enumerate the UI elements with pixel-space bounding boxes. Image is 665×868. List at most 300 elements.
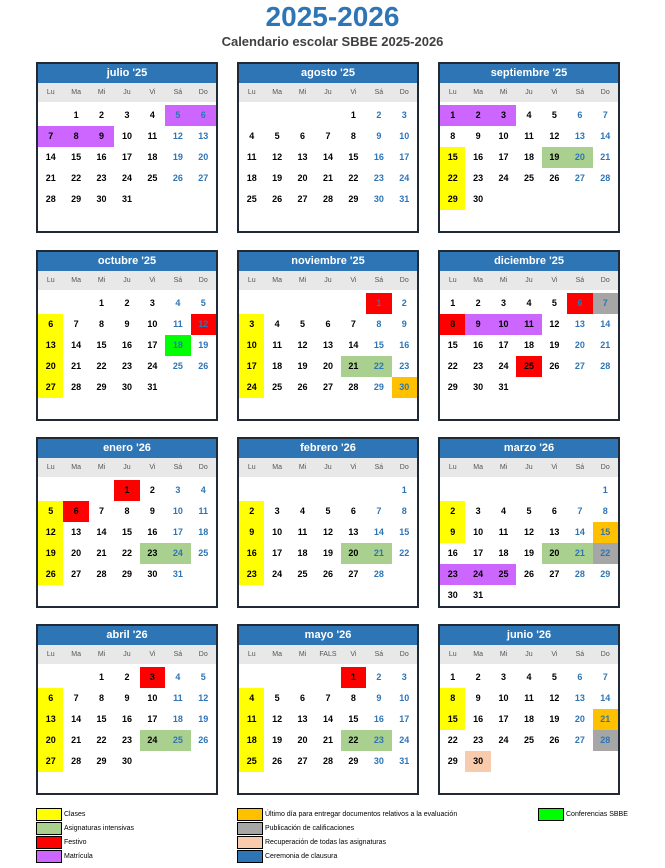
- day-cell[interactable]: 18: [239, 730, 264, 751]
- day-cell[interactable]: 22: [440, 168, 465, 189]
- day-cell[interactable]: 26: [322, 569, 333, 579]
- day-cell[interactable]: 30: [121, 756, 132, 766]
- day-cell[interactable]: 11: [297, 527, 308, 537]
- day-cell[interactable]: 4: [501, 506, 507, 516]
- day-cell[interactable]: 2: [124, 298, 130, 308]
- day-cell[interactable]: 31: [399, 756, 410, 766]
- day-cell[interactable]: 30: [473, 194, 484, 204]
- day-cell[interactable]: 14: [348, 340, 359, 350]
- day-cell[interactable]: 22: [399, 548, 410, 558]
- day-cell[interactable]: 20: [322, 361, 333, 371]
- day-cell[interactable]: 4: [526, 298, 532, 308]
- day-cell[interactable]: 23: [473, 361, 484, 371]
- day-cell[interactable]: 23: [399, 361, 410, 371]
- day-cell[interactable]: 4: [175, 672, 181, 682]
- day-cell[interactable]: 17: [147, 340, 158, 350]
- day-cell[interactable]: 15: [440, 709, 465, 730]
- day-cell[interactable]: 30: [465, 751, 490, 772]
- day-cell[interactable]: 8: [63, 126, 88, 147]
- day-cell[interactable]: 28: [600, 361, 611, 371]
- day-cell[interactable]: 25: [297, 569, 308, 579]
- day-cell[interactable]: 8: [602, 506, 608, 516]
- day-cell[interactable]: 3: [401, 672, 407, 682]
- day-cell[interactable]: 10: [491, 314, 516, 335]
- day-cell[interactable]: 24: [121, 173, 132, 183]
- day-cell[interactable]: 17: [498, 714, 509, 724]
- day-cell[interactable]: 13: [38, 709, 63, 730]
- day-cell[interactable]: 5: [165, 105, 190, 126]
- day-cell[interactable]: 22: [366, 356, 391, 377]
- day-cell[interactable]: 28: [322, 756, 333, 766]
- day-cell[interactable]: 1: [440, 105, 465, 126]
- day-cell[interactable]: 28: [574, 569, 585, 579]
- day-cell[interactable]: 7: [376, 506, 382, 516]
- day-cell[interactable]: 10: [399, 693, 410, 703]
- day-cell[interactable]: 29: [447, 382, 458, 392]
- day-cell[interactable]: 9: [401, 319, 407, 329]
- day-cell[interactable]: 1: [341, 667, 366, 688]
- day-cell[interactable]: 7: [73, 693, 79, 703]
- day-cell[interactable]: 31: [498, 382, 509, 392]
- day-cell[interactable]: 26: [297, 382, 308, 392]
- day-cell[interactable]: 1: [99, 298, 105, 308]
- day-cell[interactable]: 30: [373, 756, 384, 766]
- day-cell[interactable]: 13: [348, 527, 359, 537]
- day-cell[interactable]: 19: [542, 147, 567, 168]
- day-cell[interactable]: 17: [272, 548, 283, 558]
- day-cell[interactable]: 9: [239, 522, 264, 543]
- day-cell[interactable]: 15: [121, 527, 132, 537]
- day-cell[interactable]: 20: [341, 543, 366, 564]
- day-cell[interactable]: 25: [516, 356, 541, 377]
- day-cell[interactable]: 24: [399, 173, 410, 183]
- day-cell[interactable]: 23: [140, 543, 165, 564]
- day-cell[interactable]: 18: [523, 340, 534, 350]
- day-cell[interactable]: 31: [473, 590, 484, 600]
- day-cell[interactable]: 4: [526, 110, 532, 120]
- day-cell[interactable]: 1: [114, 480, 139, 501]
- day-cell[interactable]: 24: [465, 564, 490, 585]
- day-cell[interactable]: 22: [96, 361, 107, 371]
- day-cell[interactable]: 23: [121, 735, 132, 745]
- day-cell[interactable]: 11: [246, 152, 257, 162]
- day-cell[interactable]: 15: [96, 340, 107, 350]
- day-cell[interactable]: 19: [272, 173, 283, 183]
- day-cell[interactable]: 14: [45, 152, 56, 162]
- day-cell[interactable]: 27: [71, 569, 82, 579]
- day-cell[interactable]: 17: [172, 527, 183, 537]
- day-cell[interactable]: 21: [71, 361, 82, 371]
- day-cell[interactable]: 2: [475, 672, 481, 682]
- day-cell[interactable]: 10: [272, 527, 283, 537]
- day-cell[interactable]: 22: [96, 735, 107, 745]
- day-cell[interactable]: 12: [191, 314, 216, 335]
- day-cell[interactable]: 13: [574, 319, 585, 329]
- day-cell[interactable]: 10: [473, 527, 484, 537]
- day-cell[interactable]: 9: [376, 131, 382, 141]
- day-cell[interactable]: 26: [198, 361, 209, 371]
- day-cell[interactable]: 18: [165, 335, 190, 356]
- day-cell[interactable]: 20: [38, 356, 63, 377]
- day-cell[interactable]: 19: [523, 548, 534, 558]
- day-cell[interactable]: 19: [297, 361, 308, 371]
- day-cell[interactable]: 3: [274, 506, 280, 516]
- day-cell[interactable]: 21: [593, 709, 618, 730]
- day-cell[interactable]: 30: [373, 194, 384, 204]
- day-cell[interactable]: 15: [593, 522, 618, 543]
- day-cell[interactable]: 30: [392, 377, 417, 398]
- day-cell[interactable]: 25: [239, 751, 264, 772]
- day-cell[interactable]: 10: [121, 131, 132, 141]
- day-cell[interactable]: 21: [600, 340, 611, 350]
- day-cell[interactable]: 27: [322, 382, 333, 392]
- day-cell[interactable]: 21: [600, 152, 611, 162]
- day-cell[interactable]: 3: [239, 314, 264, 335]
- day-cell[interactable]: 8: [450, 131, 456, 141]
- day-cell[interactable]: 16: [473, 340, 484, 350]
- day-cell[interactable]: 17: [147, 714, 158, 724]
- day-cell[interactable]: 11: [272, 340, 282, 350]
- day-cell[interactable]: 23: [366, 730, 391, 751]
- day-cell[interactable]: 3: [475, 506, 481, 516]
- day-cell[interactable]: 26: [549, 361, 560, 371]
- day-cell[interactable]: 3: [149, 298, 155, 308]
- day-cell[interactable]: 5: [551, 298, 557, 308]
- day-cell[interactable]: 7: [350, 319, 356, 329]
- day-cell[interactable]: 15: [348, 714, 359, 724]
- day-cell[interactable]: 4: [300, 506, 306, 516]
- day-cell[interactable]: 18: [498, 548, 509, 558]
- day-cell[interactable]: 22: [341, 730, 366, 751]
- day-cell[interactable]: 14: [71, 714, 82, 724]
- day-cell[interactable]: 3: [501, 672, 507, 682]
- day-cell[interactable]: 10: [399, 131, 410, 141]
- day-cell[interactable]: 20: [567, 147, 592, 168]
- day-cell[interactable]: 27: [38, 377, 63, 398]
- day-cell[interactable]: 17: [121, 152, 132, 162]
- day-cell[interactable]: 12: [549, 319, 560, 329]
- day-cell[interactable]: 1: [366, 293, 391, 314]
- day-cell[interactable]: 14: [96, 527, 107, 537]
- day-cell[interactable]: 16: [373, 152, 384, 162]
- day-cell[interactable]: 19: [38, 543, 63, 564]
- day-cell[interactable]: 16: [473, 152, 484, 162]
- day-cell[interactable]: 6: [577, 110, 583, 120]
- day-cell[interactable]: 28: [96, 569, 107, 579]
- day-cell[interactable]: 31: [399, 194, 410, 204]
- day-cell[interactable]: 26: [272, 756, 283, 766]
- day-cell[interactable]: 24: [498, 173, 509, 183]
- day-cell[interactable]: 13: [297, 152, 308, 162]
- day-cell[interactable]: 14: [600, 319, 611, 329]
- day-cell[interactable]: 26: [172, 173, 183, 183]
- day-cell[interactable]: 10: [498, 131, 509, 141]
- day-cell[interactable]: 17: [399, 152, 410, 162]
- day-cell[interactable]: 23: [121, 361, 132, 371]
- day-cell[interactable]: 7: [325, 131, 331, 141]
- day-cell[interactable]: 2: [376, 672, 382, 682]
- day-cell[interactable]: 19: [198, 714, 209, 724]
- day-cell[interactable]: 19: [198, 340, 209, 350]
- day-cell[interactable]: 8: [99, 319, 105, 329]
- day-cell[interactable]: 15: [447, 340, 458, 350]
- day-cell[interactable]: 24: [399, 735, 410, 745]
- day-cell[interactable]: 10: [147, 693, 158, 703]
- day-cell[interactable]: 31: [172, 569, 183, 579]
- day-cell[interactable]: 22: [447, 361, 458, 371]
- day-cell[interactable]: 29: [440, 189, 465, 210]
- day-cell[interactable]: 13: [38, 335, 63, 356]
- day-cell[interactable]: 8: [376, 319, 382, 329]
- day-cell[interactable]: 17: [399, 714, 410, 724]
- day-cell[interactable]: 27: [297, 194, 308, 204]
- day-cell[interactable]: 14: [322, 714, 333, 724]
- day-cell[interactable]: 12: [198, 693, 209, 703]
- day-cell[interactable]: 23: [473, 173, 484, 183]
- day-cell[interactable]: 2: [376, 110, 382, 120]
- day-cell[interactable]: 15: [440, 147, 465, 168]
- day-cell[interactable]: 24: [272, 569, 283, 579]
- day-cell[interactable]: 8: [440, 688, 465, 709]
- day-cell[interactable]: 30: [121, 382, 132, 392]
- day-cell[interactable]: 21: [341, 356, 366, 377]
- day-cell[interactable]: 22: [121, 548, 132, 558]
- day-cell[interactable]: 17: [473, 548, 484, 558]
- day-cell[interactable]: 23: [473, 735, 484, 745]
- day-cell[interactable]: 8: [440, 314, 465, 335]
- day-cell[interactable]: 23: [96, 173, 107, 183]
- day-cell[interactable]: 7: [73, 319, 79, 329]
- day-cell[interactable]: 17: [498, 152, 509, 162]
- day-cell[interactable]: 16: [373, 714, 384, 724]
- day-cell[interactable]: 30: [147, 569, 158, 579]
- day-cell[interactable]: 6: [577, 672, 583, 682]
- day-cell[interactable]: 30: [447, 590, 458, 600]
- day-cell[interactable]: 3: [401, 110, 407, 120]
- day-cell[interactable]: 25: [172, 361, 183, 371]
- day-cell[interactable]: 28: [45, 194, 56, 204]
- day-cell[interactable]: 24: [239, 377, 264, 398]
- day-cell[interactable]: 18: [172, 714, 183, 724]
- day-cell[interactable]: 25: [523, 173, 534, 183]
- day-cell[interactable]: 6: [300, 693, 306, 703]
- day-cell[interactable]: 15: [71, 152, 82, 162]
- day-cell[interactable]: 19: [549, 340, 560, 350]
- day-cell[interactable]: 16: [399, 340, 410, 350]
- day-cell[interactable]: 26: [523, 569, 534, 579]
- day-cell[interactable]: 5: [274, 131, 280, 141]
- day-cell[interactable]: 26: [549, 173, 560, 183]
- day-cell[interactable]: 4: [200, 485, 206, 495]
- day-cell[interactable]: 9: [124, 693, 130, 703]
- day-cell[interactable]: 20: [542, 543, 567, 564]
- day-cell[interactable]: 15: [399, 527, 410, 537]
- day-cell[interactable]: 5: [551, 110, 557, 120]
- day-cell[interactable]: 20: [71, 548, 82, 558]
- day-cell[interactable]: 19: [272, 735, 283, 745]
- day-cell[interactable]: 16: [121, 714, 132, 724]
- day-cell[interactable]: 20: [297, 173, 308, 183]
- day-cell[interactable]: 7: [38, 126, 63, 147]
- day-cell[interactable]: 4: [175, 298, 181, 308]
- day-cell[interactable]: 27: [38, 751, 63, 772]
- day-cell[interactable]: 5: [200, 672, 206, 682]
- day-cell[interactable]: 6: [551, 506, 557, 516]
- day-cell[interactable]: 19: [549, 714, 560, 724]
- day-cell[interactable]: 9: [124, 319, 130, 329]
- day-cell[interactable]: 13: [574, 131, 585, 141]
- day-cell[interactable]: 13: [322, 340, 333, 350]
- day-cell[interactable]: 30: [96, 194, 107, 204]
- day-cell[interactable]: 4: [149, 110, 155, 120]
- day-cell[interactable]: 1: [450, 298, 456, 308]
- day-cell[interactable]: 21: [71, 735, 82, 745]
- day-cell[interactable]: 19: [172, 152, 183, 162]
- day-cell[interactable]: 21: [366, 543, 391, 564]
- day-cell[interactable]: 20: [574, 714, 585, 724]
- day-cell[interactable]: 27: [549, 569, 560, 579]
- day-cell[interactable]: 3: [501, 298, 507, 308]
- day-cell[interactable]: 27: [297, 756, 308, 766]
- day-cell[interactable]: 3: [491, 105, 516, 126]
- day-cell[interactable]: 9: [89, 126, 114, 147]
- day-cell[interactable]: 5: [325, 506, 331, 516]
- day-cell[interactable]: 24: [147, 361, 158, 371]
- day-cell[interactable]: 18: [523, 714, 534, 724]
- day-cell[interactable]: 24: [140, 730, 165, 751]
- day-cell[interactable]: 11: [173, 693, 183, 703]
- day-cell[interactable]: 27: [198, 173, 209, 183]
- day-cell[interactable]: 12: [272, 152, 283, 162]
- day-cell[interactable]: 14: [574, 527, 585, 537]
- day-cell[interactable]: 30: [473, 382, 484, 392]
- day-cell[interactable]: 10: [172, 506, 183, 516]
- day-cell[interactable]: 14: [373, 527, 384, 537]
- day-cell[interactable]: 23: [239, 564, 264, 585]
- day-cell[interactable]: 1: [450, 672, 456, 682]
- day-cell[interactable]: 23: [373, 173, 384, 183]
- day-cell[interactable]: 2: [475, 298, 481, 308]
- day-cell[interactable]: 28: [600, 173, 611, 183]
- day-cell[interactable]: 29: [96, 382, 107, 392]
- day-cell[interactable]: 26: [272, 194, 283, 204]
- day-cell[interactable]: 4: [274, 319, 280, 329]
- day-cell[interactable]: 5: [38, 501, 63, 522]
- day-cell[interactable]: 3: [175, 485, 181, 495]
- day-cell[interactable]: 29: [348, 194, 359, 204]
- day-cell[interactable]: 28: [348, 382, 359, 392]
- day-cell[interactable]: 6: [191, 105, 216, 126]
- day-cell[interactable]: 12: [38, 522, 63, 543]
- day-cell[interactable]: 21: [322, 173, 333, 183]
- day-cell[interactable]: 16: [473, 714, 484, 724]
- day-cell[interactable]: 29: [348, 756, 359, 766]
- day-cell[interactable]: 26: [549, 735, 560, 745]
- day-cell[interactable]: 16: [121, 340, 132, 350]
- day-cell[interactable]: 13: [297, 714, 308, 724]
- day-cell[interactable]: 9: [440, 522, 465, 543]
- day-cell[interactable]: 28: [322, 194, 333, 204]
- day-cell[interactable]: 7: [602, 110, 608, 120]
- day-cell[interactable]: 18: [523, 152, 534, 162]
- day-cell[interactable]: 15: [373, 340, 384, 350]
- day-cell[interactable]: 4: [249, 131, 255, 141]
- day-cell[interactable]: 22: [447, 735, 458, 745]
- day-cell[interactable]: 6: [300, 131, 306, 141]
- day-cell[interactable]: 11: [147, 131, 158, 141]
- day-cell[interactable]: 6: [567, 293, 592, 314]
- day-cell[interactable]: 25: [198, 548, 209, 558]
- day-cell[interactable]: 18: [297, 548, 308, 558]
- day-cell[interactable]: 29: [121, 569, 132, 579]
- day-cell[interactable]: 27: [574, 735, 585, 745]
- day-cell[interactable]: 29: [71, 194, 82, 204]
- day-cell[interactable]: 25: [272, 382, 283, 392]
- day-cell[interactable]: 7: [593, 293, 618, 314]
- day-cell[interactable]: 31: [121, 194, 132, 204]
- day-cell[interactable]: 18: [272, 361, 283, 371]
- day-cell[interactable]: 6: [325, 319, 331, 329]
- day-cell[interactable]: 14: [71, 340, 82, 350]
- day-cell[interactable]: 28: [71, 382, 82, 392]
- day-cell[interactable]: 7: [602, 672, 608, 682]
- day-cell[interactable]: 22: [71, 173, 82, 183]
- day-cell[interactable]: 3: [140, 667, 165, 688]
- day-cell[interactable]: 26: [38, 564, 63, 585]
- day-cell[interactable]: 14: [600, 131, 611, 141]
- day-cell[interactable]: 12: [272, 714, 283, 724]
- day-cell[interactable]: 20: [38, 730, 63, 751]
- day-cell[interactable]: 12: [297, 340, 308, 350]
- day-cell[interactable]: 8: [350, 131, 356, 141]
- day-cell[interactable]: 23: [440, 564, 465, 585]
- day-cell[interactable]: 10: [147, 319, 158, 329]
- day-cell[interactable]: 13: [574, 693, 585, 703]
- day-cell[interactable]: 5: [526, 506, 532, 516]
- day-cell[interactable]: 29: [373, 382, 384, 392]
- day-cell[interactable]: 15: [96, 714, 107, 724]
- day-cell[interactable]: 7: [325, 693, 331, 703]
- day-cell[interactable]: 14: [600, 693, 611, 703]
- day-cell[interactable]: 21: [322, 735, 333, 745]
- day-cell[interactable]: 31: [147, 382, 158, 392]
- day-cell[interactable]: 18: [198, 527, 209, 537]
- day-cell[interactable]: 13: [549, 527, 560, 537]
- day-cell[interactable]: 16: [147, 527, 158, 537]
- day-cell[interactable]: 18: [147, 152, 158, 162]
- day-cell[interactable]: 8: [99, 693, 105, 703]
- day-cell[interactable]: 25: [246, 194, 257, 204]
- day-cell[interactable]: 20: [198, 152, 209, 162]
- day-cell[interactable]: 9: [475, 693, 481, 703]
- day-cell[interactable]: 12: [172, 131, 183, 141]
- day-cell[interactable]: 8: [124, 506, 130, 516]
- day-cell[interactable]: 9: [376, 693, 382, 703]
- day-cell[interactable]: 11: [173, 319, 183, 329]
- day-cell[interactable]: 25: [147, 173, 158, 183]
- day-cell[interactable]: 10: [239, 335, 264, 356]
- day-cell[interactable]: 13: [71, 527, 82, 537]
- day-cell[interactable]: 11: [239, 709, 264, 730]
- day-cell[interactable]: 11: [498, 527, 509, 537]
- day-cell[interactable]: 4: [239, 688, 264, 709]
- day-cell[interactable]: 24: [165, 543, 190, 564]
- day-cell[interactable]: 16: [239, 543, 264, 564]
- day-cell[interactable]: 4: [526, 672, 532, 682]
- day-cell[interactable]: 7: [99, 506, 105, 516]
- day-cell[interactable]: 10: [498, 693, 509, 703]
- day-cell[interactable]: 13: [198, 131, 209, 141]
